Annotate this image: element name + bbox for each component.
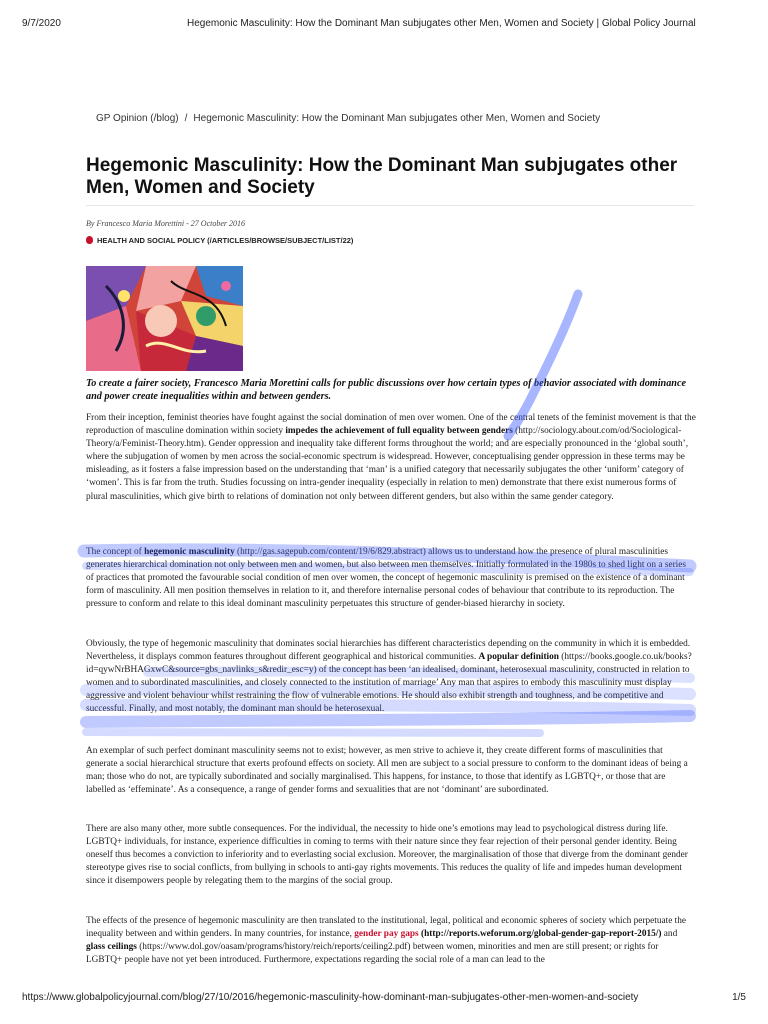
subject-tag[interactable] <box>86 236 353 245</box>
paragraph-text: (https://www.dol.gov/oasam/programs/history/reich/reports/ceiling2.pdf) between women, minorities and men are still present; or rights for LGBTQ+ people have not yet been introduced. Furthermore, expectations regarding the social role of a man can lead to the <box>86 942 659 966</box>
highlight-stroke <box>86 716 690 722</box>
print-page-number: 1/5 <box>732 992 746 1003</box>
print-footer <box>22 992 746 1006</box>
highlight-stroke <box>86 732 540 733</box>
paragraph-text: From their inception, feminist theories have fought against the social domination of men over women. One of the central tenets of the feminist movement is that the reproduction of masculine domination within society <box>86 413 696 437</box>
paragraph-5: There are also many other, more subtle consequences. For the individual, the necessity to hide one’s emotions may lead to psychological distress during life. LGBTQ+ individuals, for instance, experience difficulties in coming to terms with their nature since they fear rejection of their personal gender identity. Being oneself thus becomes a conviction to inferiority and to everlasting social exclusion. Moreover, the marginalisation of those that diverge from the dominant gender stereotype gives rise to social conflicts, from bullying in schools to anti-gay rights movements. This reduces the quality of life and impedes human development since it disempowers people by relegating them to the margins of the social group. <box>86 824 688 887</box>
breadcrumb <box>96 113 600 124</box>
link-gender-pay-gaps[interactable]: gender pay gaps <box>354 929 419 940</box>
paragraph-6 <box>86 915 696 967</box>
paragraph-3 <box>86 638 696 717</box>
link-hegemonic-masculinity[interactable]: hegemonic masculinity <box>144 547 235 557</box>
paragraph-text: The concept of <box>86 547 145 557</box>
article-title: Hegemonic Masculinity: How the Dominant Man subjugates other Men, Women and Society <box>86 155 678 198</box>
article-hero-image <box>86 266 243 371</box>
paragraph-1 <box>86 412 696 504</box>
subject-tag-label: HEALTH AND SOCIAL POLICY (/ARTICLES/BROWSE/SUBJECT/LIST/22) <box>97 236 354 245</box>
link-glass-ceilings[interactable]: glass ceilings <box>86 942 137 953</box>
hero-painting <box>86 266 243 371</box>
print-date: 9/7/2020 <box>22 18 61 29</box>
breadcrumb-link-gp-opinion[interactable]: GP Opinion (/blog) <box>96 113 179 124</box>
apple-icon <box>86 236 93 244</box>
link-popular-definition[interactable]: A popular definition <box>478 652 559 663</box>
print-url: https://www.globalpolicyjournal.com/blog/27/10/2016/hegemonic-masculinity-how-dominant-man-subjugates-other-men-women-and-society <box>22 992 639 1003</box>
print-document-title: Hegemonic Masculinity: How the Dominant Man subjugates other Men, Women and Society | Global Policy Journal <box>187 18 696 29</box>
article-lead: To create a fairer society, Francesco Maria Morettini calls for public discussions over how certain types of behavior associated with dominance and power create inequalities within and between genders. <box>86 378 687 403</box>
paragraph-text: (http://sociology.about.com/od/Sociological-Theory/a/Feminist-Theory.htm). Gender oppression and inequality take different forms throughout the world; and are especially pronounced in the ‘global south’, where the subjugation of women by men across the social-economic spectrum is widespread. However, conceptualising gender oppression in these terms may be misleading, as it fosters a false impression based on the understanding that ‘man’ is a unified category that necessarily subjugates the other ‘uniform’ category of ‘women’. This is far from the truth. Studies focussing on intra-gender inequality (especially in relation to men) demonstrate that there exist numerous forms of plural masculinities, which give birth to relations of domination not only between different genders, but also within the same gender category. <box>86 426 689 502</box>
paragraph-2 <box>86 546 696 611</box>
paragraph-text: Obviously, the type of hegemonic masculinity that dominates social hierarchies has different characteristics depending on the community in which it is embedded. Nevertheless, it displays common features throughout different geographical and historical communities. <box>86 639 691 663</box>
title-divider <box>86 205 694 206</box>
link-full-equality[interactable]: impedes the achievement of full equality between genders <box>285 426 513 437</box>
paragraph-text: (http://gas.sagepub.com/content/19/6/829.abstract) allows us to understand how the presence of plural masculinities generates hierarchical domination not only between men and women, but also between men themselves. Initially formulated in the 1980s to shed light on a series of practices that promoted the favourable social condition of men over women, the concept of hegemonic masculinity is premised on the existence of a dominant form of masculinity. All men position themselves in relation to it, and therefore internalise personal codes of behaviour that contribute to its reproduction. The pressure to conform and relate to this ideal dominant masculinity perpetuates this structure of gender-biased hierarchy in society. <box>86 547 687 610</box>
paragraph-text: (https://books.google.co.uk/books?id=qywNrBHAGxwC&source=gbs_navlinks_s&redir_esc=y) of the concept has been ‘an idealised, dominant, heterosexual masculinity, constructed in relation to women and to subordinated masculinities, and closely connected to the institution of marriage’ Any man that aspires to embody this masculinity must display aggressive and violent behaviour whilst restraining the flow of vulnerable emotions. He should also exhibit strength and toughness, and be competitive and successful. Finally, and most notably, the dominant man should be heterosexual. <box>86 652 692 715</box>
paragraph-text: The effects of the presence of hegemonic masculinity are then translated to the institutional, legal, political and economic spheres of society which perpetuate the inequality between and within genders. In many countries, for instance, <box>86 916 687 940</box>
breadcrumb-current: Hegemonic Masculinity: How the Dominant Man subjugates other Men, Women and Society <box>193 113 601 124</box>
breadcrumb-separator: / <box>184 113 188 124</box>
link-gender-gap-report[interactable]: (http://reports.weforum.org/global-gender-gap-report-2015/) <box>420 929 662 940</box>
paragraph-text: and <box>661 929 678 940</box>
paragraph-4: An exemplar of such perfect dominant masculinity seems not to exist; however, as men strive to achieve it, they create different forms of masculinities that generate a social hierarchical structure that exerts profound effects on society. All men are subject to a social pressure to conform to the dominant ideas of being a man; those who do not, are typically subordinated and socially marginalised. This happens, for instance, to those that identify as LGBTQ+, or those that are labelled as ‘effeminate’. As a consequence, a range of gender forms and sexualities that are not ‘dominant’ are subordinated. <box>86 746 688 796</box>
article-byline: By Francesco Maria Morettini - 27 October 2016 <box>86 219 246 228</box>
print-header <box>22 18 746 32</box>
